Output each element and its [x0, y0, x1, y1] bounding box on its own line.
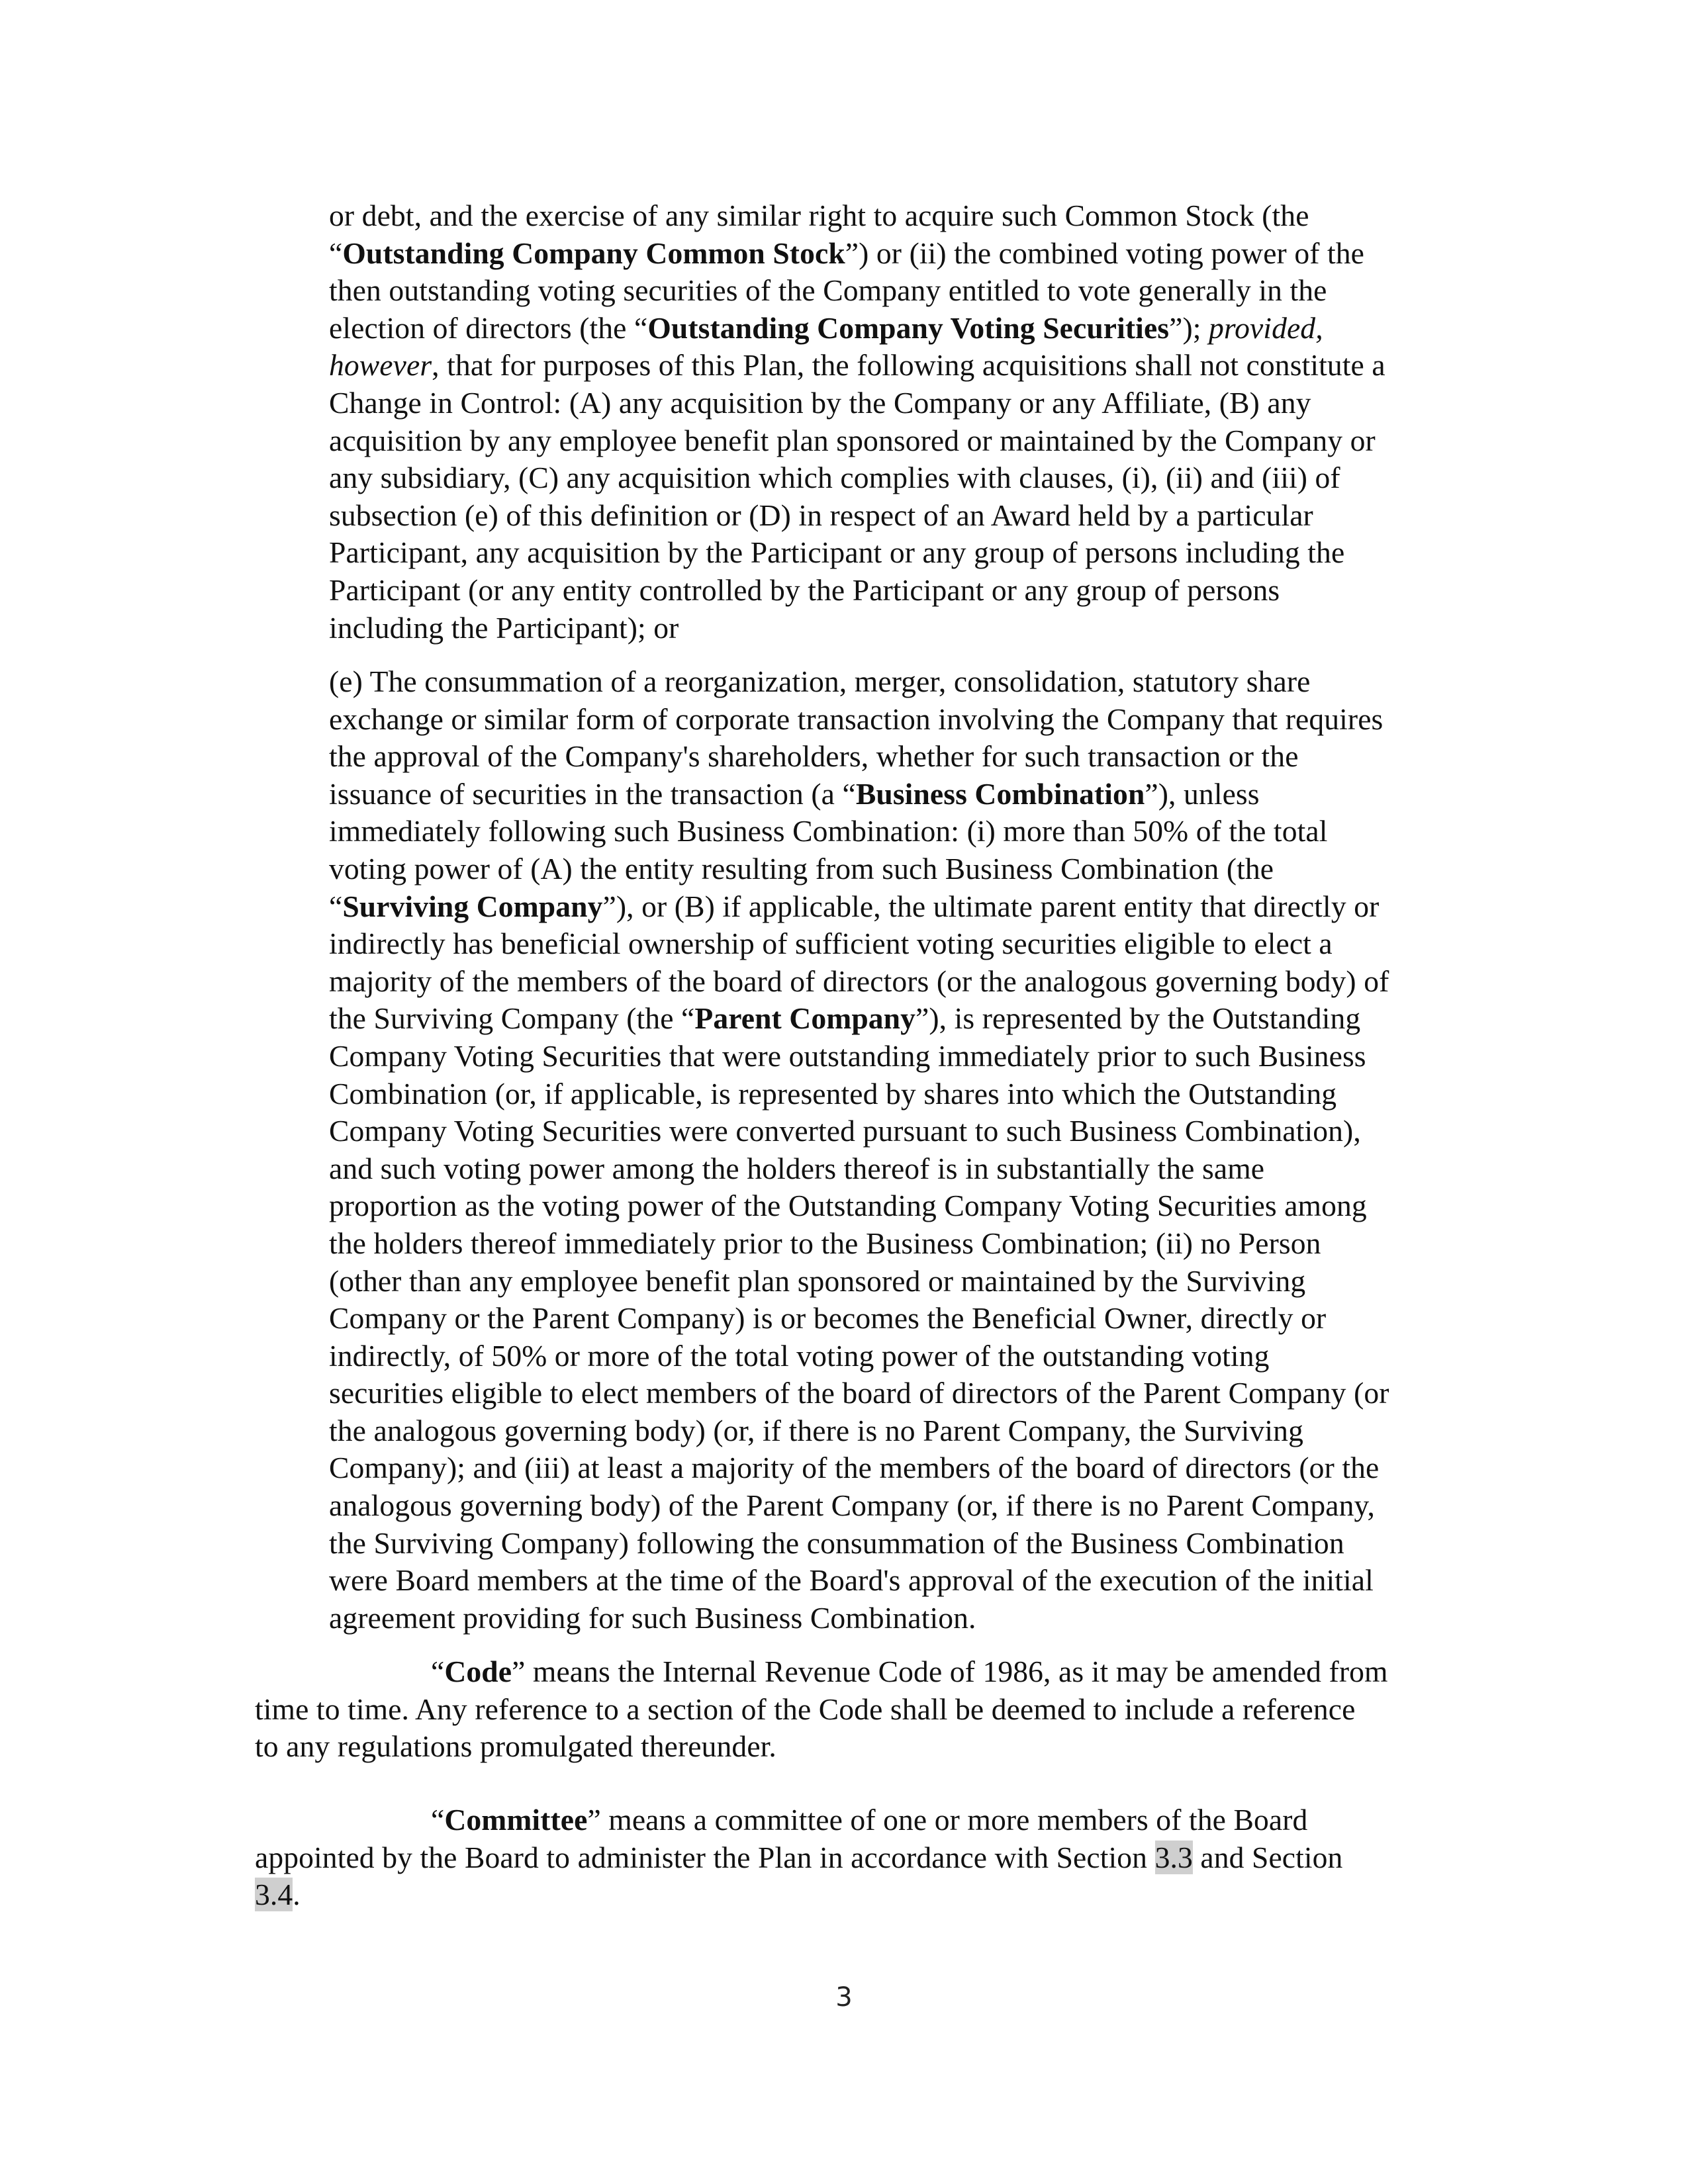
text-line: then outstanding voting securities of the Company entitled to vote generally in the — [329, 273, 1327, 308]
section-reference-link[interactable]: 3.3 — [1154, 1840, 1193, 1874]
text-line: Company); and (iii) at least a majority of the members of the board of directors (or the — [329, 1451, 1380, 1485]
text-line: to any regulations promulgated thereunder. — [255, 1729, 776, 1764]
text-line: subsection (e) of this definition or (D) in respect of an Award held by a particular — [329, 498, 1313, 532]
text-line: Change in Control: (A) any acquisition by the Company or any Affiliate, (B) any — [329, 385, 1311, 420]
text-line: indirectly has beneficial ownership of sufficient voting securities eligible to elect a — [329, 927, 1333, 961]
text-line: including the Participant); or — [329, 610, 679, 645]
defined-term: Outstanding Company Voting Securities — [647, 310, 1170, 345]
text-line: election of directors (the “Outstanding Company Voting Securities”); provided, — [329, 310, 1323, 345]
text-line: and such voting power among the holders thereof is in substantially the same — [329, 1151, 1265, 1185]
text-line: Combination (or, if applicable, is represented by shares into which the Outstanding — [329, 1076, 1337, 1111]
text-line: (other than any employee benefit plan sponsored or maintained by the Surviving — [329, 1263, 1306, 1298]
text-line: voting power of (A) the entity resulting from such Business Combination (the — [329, 851, 1274, 886]
text-line: agreement providing for such Business Combination. — [329, 1600, 976, 1635]
text-line: Participant (or any entity controlled by the Participant or any group of persons — [329, 572, 1280, 607]
text-line: appointed by the Board to administer the Plan in accordance with Section 3.3 and Section — [255, 1840, 1343, 1874]
text-line: were Board members at the time of the Board's approval of the execution of the initial — [329, 1563, 1374, 1598]
defined-term: Parent Company — [694, 1001, 916, 1036]
text-line: immediately following such Business Combination: (i) more than 50% of the total — [329, 814, 1328, 848]
definition-code — [255, 1653, 1493, 1766]
text-line: 3.4. — [255, 1878, 301, 1912]
defined-term: Committee — [444, 1803, 588, 1837]
text-line: any subsidiary, (C) any acquisition which complies with clauses, (i), (ii) and (iii) of — [329, 461, 1340, 495]
section-reference-link[interactable]: 3.4 — [255, 1878, 293, 1912]
text-line: the Surviving Company) following the consummation of the Business Combination — [329, 1525, 1344, 1560]
text-line: exchange or similar form of corporate transaction involving the Company that requires — [329, 702, 1383, 736]
text-line: majority of the members of the board of directors (or the analogous governing body) of — [329, 964, 1389, 998]
page-number: 3 — [835, 1982, 853, 2013]
text-line: “Committee” means a committee of one or more members of the Board — [431, 1803, 1308, 1837]
paragraph-change-in-control-continued — [329, 197, 1494, 647]
text-line: Company Voting Securities were converted pursuant to such Business Combination), — [329, 1114, 1361, 1148]
text-line: the Surviving Company (the “Parent Company”), is represented by the Outstanding — [329, 1001, 1361, 1036]
text-line: the analogous governing body) (or, if there is no Parent Company, the Surviving — [329, 1413, 1303, 1447]
defined-term: Outstanding Company Common Stock — [342, 236, 845, 270]
defined-term: Business Combination — [855, 776, 1145, 811]
text-line: or debt, and the exercise of any similar right to acquire such Common Stock (the — [329, 199, 1309, 232]
text-line: proportion as the voting power of the Outstanding Company Voting Securities among — [329, 1189, 1367, 1223]
text-line: the holders thereof immediately prior to the Business Combination; (ii) no Person — [329, 1226, 1321, 1260]
text-line: the approval of the Company's shareholders, whether for such transaction or the — [329, 739, 1299, 774]
text-line: however, that for purposes of this Plan, the following acquisitions shall not constitute a — [329, 348, 1385, 383]
text-line: time to time. Any reference to a section of the Code shall be deemed to include a reference — [255, 1692, 1356, 1726]
text-line: analogous governing body) of the Parent Company (or, if there is no Parent Company, — [329, 1488, 1375, 1523]
text-line: Company Voting Securities that were outstanding immediately prior to such Business — [329, 1038, 1366, 1073]
text-line: (e) The consummation of a reorganization, merger, consolidation, statutory share — [329, 664, 1311, 698]
text-line: “Surviving Company”), or (B) if applicable, the ultimate parent entity that directly or — [329, 889, 1380, 923]
text-line: indirectly, of 50% or more of the total voting power of the outstanding voting — [329, 1338, 1270, 1373]
text-line: issuance of securities in the transaction (a “Business Combination”), unless — [329, 776, 1260, 811]
definition-committee — [255, 1801, 1493, 1914]
text-line: securities eligible to elect members of the board of directors of the Parent Company (or — [329, 1376, 1389, 1410]
text-line: Company or the Parent Company) is or becomes the Beneficial Owner, directly or — [329, 1301, 1327, 1336]
defined-term: Surviving Company — [342, 889, 603, 923]
paragraph-business-combination — [329, 663, 1494, 1637]
text-line: Participant, any acquisition by the Participant or any group of persons including the — [329, 535, 1345, 570]
text-line: “Outstanding Company Common Stock”) or (ii) the combined voting power of the — [329, 236, 1365, 270]
text-line: “Code” means the Internal Revenue Code of 1986, as it may be amended from — [431, 1655, 1388, 1688]
text-line: acquisition by any employee benefit plan sponsored or maintained by the Company or — [329, 423, 1376, 457]
defined-term: Code — [444, 1655, 512, 1688]
